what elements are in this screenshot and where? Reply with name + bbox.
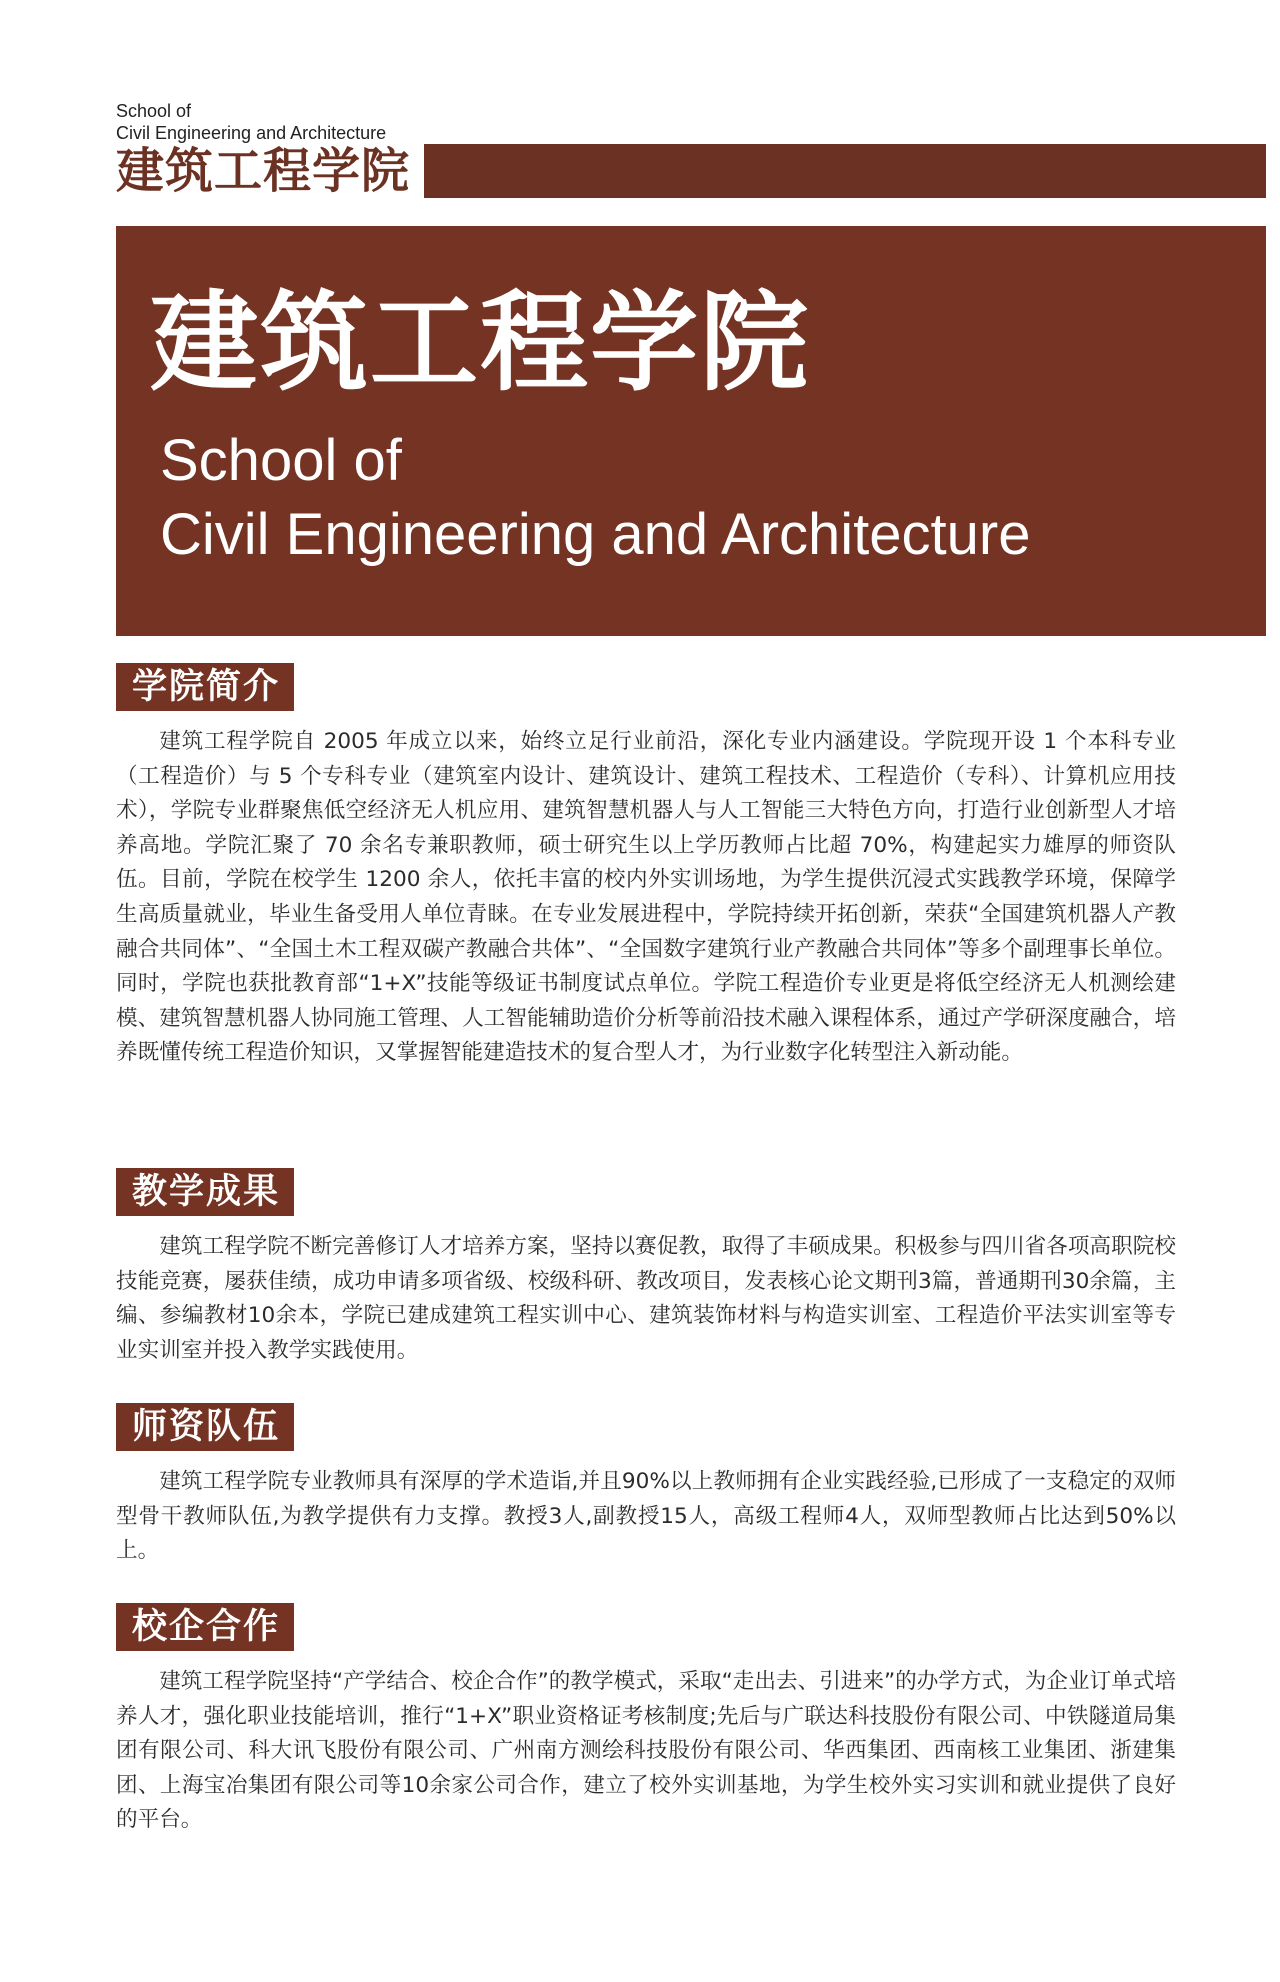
top-header <box>116 100 1266 200</box>
section-paragraph: 建筑工程学院专业教师具有深厚的学术造诣,并且90%以上教师拥有企业实践经验,已形成了一支稳定的双师型骨干教师队伍,为教学提供有力支撑。教授3人,副教授15人，高级工程师4人，双师型教师占比达到50%以上。 <box>116 1469 1176 1564</box>
section-introduction <box>116 663 1176 1071</box>
header-english-line1: School of <box>116 101 192 121</box>
section-title: 师资队伍 <box>116 1403 294 1451</box>
header-english-line2: Civil Engineering and Architecture <box>116 123 387 143</box>
section-paragraph: 建筑工程学院自 2005 年成立以来，始终立足行业前沿，深化专业内涵建设。学院现开设 1 个本科专业（工程造价）与 5 个专科专业（建筑室内设计、建筑设计、建筑工程技术、工程造价（专科）、计算机应用技术），学院专业群聚焦低空经济无人机应用、建筑智慧机器人与人工智能三大特色方向，打造行业创新型人才培养高地。学院汇聚了 70 余名专兼职教师，硕士研究生以上学历教师占比超 70%，构建起实力雄厚的师资队伍。目前，学院在校学生 1200 余人，依托丰富的校内外实训场地，为学生提供沉浸式实践教学环境，保障学生高质量就业，毕业生备受用人单位青睐。在专业发展进程中，学院持续开拓创新，荣获“全国建筑机器人产教融合共同体”、“全国土木工程双碳产教融合共体”、“全国数字建筑行业产教融合共同体”等多个副理事长单位。同时，学院也获批教育部“1+X”技能等级证书制度试点单位。学院工程造价专业更是将低空经济无人机测绘建模、建筑智慧机器人协同施工管理、人工智能辅助造价分析等前沿技术融入课程体系，通过产学研深度融合，培养既懂传统工程造价知识，又掌握智能建造技术的复合型人才，为行业数字化转型注入新动能。 <box>116 729 1176 1066</box>
hero-english-line2: Civil Engineering and Architecture <box>160 502 1031 567</box>
section-paragraph: 建筑工程学院坚持“产学结合、校企合作”的教学模式，采取“走出去、引进来”的办学方式，为企业订单式培养人才，强化职业技能培训，推行“1+X”职业资格证考核制度;先后与广联达科技股份有限公司、中铁隧道局集团有限公司、科大讯飞股份有限公司、广州南方测绘科技股份有限公司、华西集团、西南核工业集团、浙建集团、上海宝冶集团有限公司等10余家公司合作，建立了校外实训基地，为学生校外实习实训和就业提供了良好的平台。 <box>116 1669 1176 1833</box>
section-faculty <box>116 1403 1176 1569</box>
hero-chinese-title: 建筑工程学院 <box>150 281 811 406</box>
hero-english-line1: School of <box>160 428 402 493</box>
section-teaching-achievements <box>116 1168 1176 1368</box>
header-accent-bar <box>424 144 1266 198</box>
section-title: 学院简介 <box>116 663 294 711</box>
header-english-name <box>116 100 386 144</box>
section-title: 教学成果 <box>116 1168 294 1216</box>
section-title: 校企合作 <box>116 1603 294 1651</box>
section-industry-cooperation <box>116 1603 1176 1838</box>
header-chinese-name: 建筑工程学院 <box>116 143 411 199</box>
hero-banner <box>116 226 1266 636</box>
section-paragraph: 建筑工程学院不断完善修订人才培养方案，坚持以赛促教，取得了丰硕成果。积极参与四川省各项高职院校技能竞赛，屡获佳绩，成功申请多项省级、校级科研、教改项目，发表核心论文期刊3篇，普通期刊30余篇，主编、参编教材10余本，学院已建成建筑工程实训中心、建筑装饰材料与构造实训室、工程造价平法实训室等专业实训室并投入教学实践使用。 <box>116 1234 1176 1363</box>
